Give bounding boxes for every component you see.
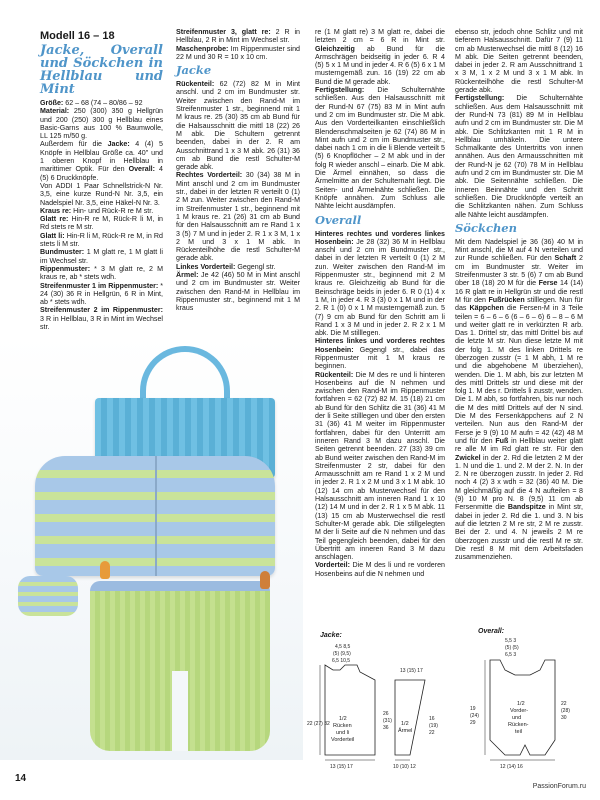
svg-text:13 (15) 17: 13 (15) 17	[330, 764, 353, 770]
svg-text:22: 22	[561, 701, 567, 707]
glatt-li-paragraph: Glatt li: Hin-R li M, Rück-R re M, in Rd stets li M str.	[40, 231, 163, 249]
column-3	[315, 28, 445, 578]
site-watermark: PassionForum.ru	[532, 783, 586, 790]
kraus-paragraph: Kraus re: Hin- und Rück-R re M str.	[40, 206, 154, 215]
schematics	[305, 620, 595, 770]
svg-text:6,5 10,5: 6,5 10,5	[332, 658, 351, 664]
svg-text:(5) (5): (5) (5)	[505, 645, 519, 651]
linkes-vorderteil-paragraph: Linkes Vorderteil: Gegengl str.	[176, 262, 276, 271]
baby-socks	[18, 576, 78, 616]
svg-text:4,5 8,5: 4,5 8,5	[335, 644, 351, 650]
overall-rueckenteil-paragraph: Rückenteil: Die M des re und li hinteren Hosenbeins auf die N nehmen und zwischen den Rand-M im Rippenmuster fortfahren = 62 (72) 82 M. 15 (18) 21 cm ab Bund für den Schlitz die 31 (36) 41 M der li Seite stilllegen und über den ersten 31 (36) 41 M weiter im Rippenmuster fortfahren, dabei für den Unterritt am inneren Rand 3 M dazu anschl. Die Seiten getrennt beenden. 27 (33) 39 cm ab Bund weiter zwischen den Rand-M im Streifenmuster 2 str, dabei für den Armausschnitt am re Rand 1 x 2 M und in jeder 2. R 1 x 2 M und 3 x 1 M abk. 10 (12) 14 cm ab Musterwechsel für den Halsausschnitt am inneren Rand 1 x 10 (12) 14 M und in der 2. R 1 x 5 M abk. 11 (13) 15 cm ab Musterwechsel die restl Schulter-M gerade abk. Die stillgelegten M der li Seite auf die N nehmen und das Teil gegengleich beenden, dabei für den Übertritt am inneren Rand 3 M dazu anschlagen.	[315, 370, 445, 562]
aermel-paragraph: Ärmel: Je 42 (46) 50 M in Mint anschl und 2 cm im Bundmuster str. Weiter zwischen den Rand-M in Hellblau im Rippenmuster str., beginnend mit 1 M kraus	[176, 271, 300, 313]
bund-paragraph: Bundmuster: 1 M glatt re, 1 M glatt li im Wechsel str.	[40, 248, 163, 265]
svg-text:12 (14) 16: 12 (14) 16	[500, 764, 523, 770]
svg-text:(31): (31)	[383, 718, 392, 724]
jacke-diagram-label: Jacke:	[320, 632, 342, 639]
column-4	[455, 28, 583, 561]
soeckchen-heading: Söckchen	[455, 220, 517, 235]
svg-text:22: 22	[429, 730, 435, 736]
rippen-paragraph: Rippenmuster: * 3 M glatt re, 2 M kraus re, ab * stets wdh.	[40, 264, 163, 282]
svg-text:(24): (24)	[470, 713, 479, 719]
jacke-sleeve-shape	[395, 680, 425, 755]
rechtes-vorderteil-paragraph: Rechtes Vorderteil: 30 (34) 38 M in Mint anschl und 2 cm im Bundmuster str., dabei in der letzten R verteilt 0 (1) 2 M zun. Weiter zwischen den Rand-M im Streifenmuster 1 str., beginnend mit 1 M kraus re. 21 (26) 31 cm ab Bund für den Halsausschnitt am re Rand 1 x 3 (5) 7 M und in jeder 2. R 1 x 3 M, 1 x 2 M und 3 x 1 M abk. In Rückenteilhöhe die restl Schulter-M gerade abk.	[176, 171, 300, 263]
svg-text:6,5 3: 6,5 3	[505, 652, 517, 658]
carrot-decoration	[100, 561, 110, 579]
streifen3-paragraph: Streifenmuster 3, glatt re: 2 R in Hellblau, 2 R in Mint im Wechsel str.	[176, 28, 301, 45]
svg-text:16: 16	[429, 716, 435, 722]
svg-text:36: 36	[383, 725, 389, 731]
model-number: Modell 16 – 18	[40, 30, 115, 42]
hinteres-rechtes-paragraph: Hinteres rechtes und vorderes linkes Hosenbein: Je 28 (32) 36 M in Hellblau anschl und 2 cm im Bundmuster str., dabei in der letzten R verteilt 0 (1) 2 M zun. Weiter zwischen den Rand-M im Rippenmuster str., beginnend mit 2 M kraus re. Gleichzeitig ab Bund für die Beinschräge beids in jeder 6. R 0 (1) 4 x 1 M, in jeder 4. R 3 (3) 0 x 1 M und in der 2. R 1 (0) 0 x 1 M musterngemäß zun. 5 (7) 9 cm ab Bund für den Schritt am li Rand 1 x 3 M und in jeder 2. R 2 x 1 M abk. Die M stilllegen.	[315, 229, 445, 338]
green-overall	[90, 581, 270, 751]
jacke-fertigstellung-paragraph: Fertigstellung: Die Schulternähte schließen. Aus den Halsausschnitt mit der Rund-N 67 (75) 83 M in Mint aufn und 2 cm im Bundmuster str. Die M abk. Aus den Vorderteilkanten einschließlich Blendenschmalseiten je 62 (74) 86 M in Mint aufn und 2 cm im Bundmuster str., dabei nach 1 cm in die li Blende verteilt 5 (5) 6 Knopflöcher – 2 M abk und in der folg R wieder anschl – einarb. Die M abk. Die Ärmel einnähen, so dass die Ärmelmitte an der Schulternaht liegt. Die Seiten- und Ärmelnähte schließen. Die Knöpfe annähen. Zum Schluss alle Nähte leicht ausdämpfen.	[315, 86, 445, 211]
product-photo	[0, 336, 303, 760]
glatt-re-paragraph: Glatt re: Hin-R re M, Rück-R li M, in Rd stets re M str.	[40, 215, 163, 232]
svg-text:5,5 3: 5,5 3	[505, 638, 517, 644]
jacke-heading: Jacke	[176, 63, 212, 78]
overall-vorderteil-paragraph: Vorderteil: Die M des li und re vorderen Hosenbeins auf die N nehmen und	[315, 561, 445, 578]
streifen1-paragraph: Streifenmuster 1 im Rippenmuster: * 24 (30) 36 R in Hellgrün, 6 R in Mint, ab * stets wdh.	[40, 281, 164, 307]
svg-text:(19): (19)	[429, 723, 438, 729]
overall-heading: Overall	[315, 212, 362, 227]
carrot-decoration	[260, 571, 270, 589]
svg-text:(5) (9,5): (5) (9,5)	[333, 651, 351, 657]
overall-fertigstellung-paragraph: Fertigstellung: Die Schulternähte schließen. Aus dem Halsausschnitt mit der Rund-N 73 (81) 89 M in Hellblau aufn und 2 cm im Bundmuster str. Die M abk. Die Schlitzkanten mit 1 R M in Hellblau umhäkeln. Die untere Schmalkante des Untertritts von innen annähen. Aus den Armausschnitten mit der Rund-N je 62 (70) 78 M in Hellblau aufn und 2 cm im Bundmuster str. Die M abk. Die Seitennähte schließen. Die inneren Beinnähte und den Schritt schließen. Die Druckknöpfe verteilt an die Schlitzkanten nähen. Zum Schluss alle Nähte leicht ausdämpfen.	[455, 94, 583, 219]
svg-text:19: 19	[470, 706, 476, 712]
vorderteil-cont-paragraph: ebenso str, jedoch ohne Schlitz und mit tieferem Halsausschnitt. Dafür 7 (9) 11 cm ab Musterwechsel die mittl 8 (12) 16 M abk. Die Seiten getrennt beenden, dabei in jeder 2. R am Ausschnittrand 1 x 3 M, 1 x 2 M und 3 x 1 M abk. In Rückenteilhöhe die restl Schulter-M gerade abk.	[455, 28, 583, 95]
svg-text:22 (27) 32: 22 (27) 32	[307, 721, 330, 727]
streifen2-paragraph: Streifenmuster 2 im Rippenmuster: 3 R in Hellblau, 3 R in Mint im Wechsel str.	[40, 306, 163, 332]
column-2	[176, 28, 300, 313]
hinteres-linkes-paragraph: Hinteres linkes und vorderes rechtes Hosenbein: Gegengl str., dabei das Rippenmuster mit 1 M kraus re beginnen.	[315, 337, 445, 371]
svg-text:29: 29	[470, 720, 476, 726]
column-1	[40, 30, 163, 331]
svg-text:30: 30	[561, 715, 567, 721]
material-paragraph: Material: 250 (300) 350 g Hellgrün und 200 (250) 300 g Hellblau eines Basic-Garns aus 100 % Baumwolle, LL 125 m/50 g.	[40, 107, 163, 141]
jacke-schematic	[307, 644, 438, 770]
pattern-title: Jacke, Overall und Söckchen in Hellblau und Mint	[40, 43, 163, 97]
overall-panel-label: 1/2 Vorder-und Rücken-teil	[508, 701, 529, 735]
soeckchen-paragraph: Mit dem Nadelspiel je 36 (36) 40 M in Mint anschl, die M auf 4 N verteilen und zur Runde schließen. Für den Schaft 2 cm im Bundmuster str. Weiter im Streifenmuster 3 str. 5 (6) 7 cm ab Bund über 18 (18) 20 M für die Ferse 14 (14) 16 R glatt re in Hellgrün str und die restl M für den Fußrücken stilllegen. Nun für das Käppchen die Fersen-M in 3 Teile teilen = 6 – 6 – 6 (6 – 6 – 6) 6 – 8 – 6 M und weiter glatt re in verkürzten R arb. Das 1. Drittel str, das mittl Drittel bis auf die letzte M str. Nun diese letzte M mit der folg 1. M des linken Drittels re überzogen zusstr (= 1 M abh, 1 M re und die abgehobene M überziehen), wenden. Die 1. M abh, bis zur letzten M des mittl Drittels str und diese mit der folg 1. M des r. Drittels li zusstr, wenden. Die 1. M abh, so fortfahren, bis nur noch die M des mittl Drittels auf der N sind. Die M des Fersenkäppchens auf 2 N verteilen. Nun aus den Rand-M der Ferse je 9 (9) 10 M aufn = 42 (42) 48 M und für den Fuß in Hellblau weiter glatt re alle M im Rd glatt re str. Für den Zwickel in der 2. Rd die letzten 2 M der 1. N und die 1. und 2. M der 2. N. In der 2. N re überzogen zusstr. In jeder 2. Rd noch 4 (2) 3 x wdh = 32 (36) 40 M. Die M gleichmäßig auf die 4 N aufteilen = 8 (9) 10 M pro N. 8 (9,5) 11 cm ab Fersenmitte die Bandspitze in Mint str, dabei in jeder 2. Rd die 1. und 3. N bis auf die letzten 2 M re str, 2 M re zusstr. Bei der 2. und 4. N jeweils 2 M re überzogen zusstr und die restl M re str. Die restl 8 M mit dem Arbeitsfaden zusammenziehen.	[455, 237, 583, 562]
svg-text:26: 26	[383, 711, 389, 717]
rueckenteil-paragraph: Rückenteil: 62 (72) 82 M in Mint anschl. und 2 cm im Bundmuster str. Weiter zwischen den Rand-M im Streifenmuster 1 str., beginnend mit 1 M kraus re. 25 (30) 35 cm ab Bund für die Halsausschnitt die mittl 18 (22) 26 M abk. Die Schultern getrennt beenden, dabei in der 2. R am Ausschnittrand 1 x 3 M abk. 26 (31) 36 cm ab Bund die restl Schulter-M gerade abk.	[176, 80, 300, 172]
page-number: 14	[15, 773, 27, 784]
svg-text:(28): (28)	[561, 708, 570, 714]
needles-paragraph: Von ADDI 1 Paar Schnellstrick-N Nr. 3,5, eine kurze Rund-N Nr. 3,5, ein Nadelspiel Nr. 3,5, eine Häkel-N Nr. 3.	[40, 181, 163, 207]
striped-cardigan	[35, 456, 275, 576]
jacke-sleeve-label: 1/2 Ärmel	[398, 721, 413, 734]
jacke-back-label: 1/2 Rücken und li Vorderteil	[331, 716, 355, 743]
extras-paragraph: Außerdem für die Jacke: 4 (4) 5 Knöpfe in Hellblau Größe ca. 40" und 1 oberen Knopf in Hellblau in marittimer Optik. Für den Overall: 4 (5) 6 Druckknöpfe.	[40, 140, 163, 182]
maschenprobe-paragraph: Maschenprobe: Im Rippenmuster sind 22 M und 30 R = 10 x 10 cm.	[176, 44, 300, 61]
svg-text:10 (10) 12: 10 (10) 12	[393, 764, 416, 770]
overall-diagram-label: Overall:	[478, 628, 505, 635]
aermel-cont-paragraph: re (1 M glatt re) 3 M glatt re, dabei die letzten 2 cm = 6 R in Mint str. Gleichzeitig ab Bund für die Armschrägen beidseitig in jeder 6. R 4 (5) 5 x 1 M und in jeder 4. R 6 (5) 6 x 1 M musterngemäß zun. 16 (19) 22 cm ab Bund die M gerade abk.	[315, 28, 445, 86]
overall-schematic	[470, 638, 570, 770]
size-paragraph: Größe: 62 – 68 (74 – 80/86 – 92	[40, 99, 143, 107]
svg-text:13 (15) 17: 13 (15) 17	[400, 668, 423, 674]
